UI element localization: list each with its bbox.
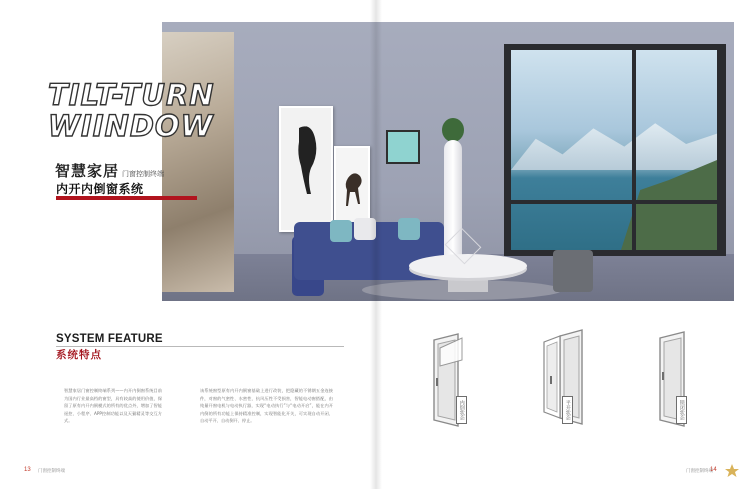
title-line-1: TILT-TURN: [48, 78, 215, 112]
page-number-right: 14: [710, 467, 717, 473]
section-title-cn: 系统特点: [56, 349, 102, 361]
sofa-pillow: [398, 218, 420, 240]
horse-picture-frame: [279, 106, 333, 232]
window-transom: [511, 200, 717, 204]
page-gutter: [370, 0, 382, 489]
concrete-stool: [553, 250, 593, 292]
body-text-col2: 该系统窗型原有内开内倒窗基础上进行改装，把隐藏的不锈钢五金连接件，对窗的气密性、水密性、抗风压性不受损害，智能电动窗搭配，由纯量开窗电机与电动执行器，实现“电动执行”与“电动开启”，能在内开内倒的所有功能上保持精准控制，实现智能化开关，可实现自动开闭、自动平开、自动倒开、停止。: [200, 388, 333, 424]
brand-subtitle: 门窗控制终端: [122, 170, 165, 178]
brand-logo-icon: [724, 462, 740, 482]
diagram-label-closed: 锁闭状态: [676, 396, 687, 424]
brand-name: 智慧家居: [55, 162, 120, 180]
footer-text-left: 门窗控制终端: [38, 469, 65, 474]
title-accent-bar: [56, 196, 197, 200]
small-wall-window: [386, 130, 420, 164]
window-mullion: [632, 50, 636, 250]
title-line-2: WIINDOW: [48, 109, 214, 143]
footer-text-right: 门窗控制终端: [686, 469, 713, 474]
title-latin: [48, 80, 214, 142]
sofa-pillow: [330, 220, 352, 242]
diagram-label-tilt: 内倒状态: [456, 396, 467, 424]
page-number-left: 13: [24, 467, 31, 473]
diagram-label-open: 平开状态: [562, 396, 573, 424]
brand-row: [55, 163, 164, 181]
system-name: 内开内倒窗系统: [56, 182, 144, 196]
living-room-photo: [162, 22, 734, 301]
horse-picture: [281, 108, 331, 230]
abstract-canvas: [162, 32, 234, 292]
potted-plant: [442, 118, 464, 142]
body-text-col1: 智慧家居门窗控制终端系列——内开内倒窗系统目前为国内行业最高档的窗型，具有较高的使用价值，保留了原有内开内倒模式的所有的优点外，增加了智能遥控、小程序、APP控制功能以及天猫精灵等交互方式。: [64, 388, 162, 424]
section-title-en: SYSTEM FEATURE: [56, 333, 163, 345]
